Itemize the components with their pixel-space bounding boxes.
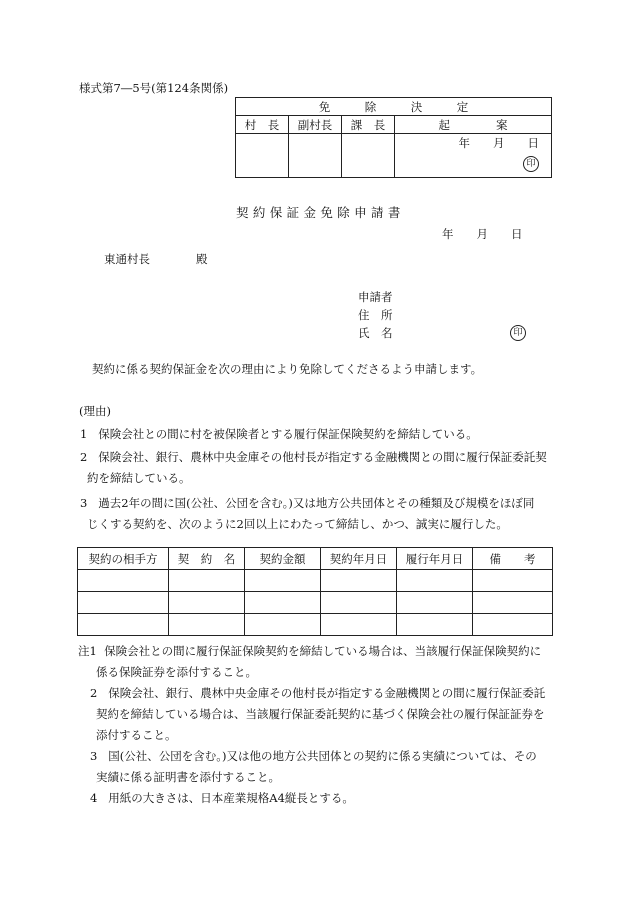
- table-row: [78, 592, 553, 614]
- approval-date: 年 月 日: [458, 136, 539, 150]
- applicant-name-label: 氏 名: [358, 326, 393, 340]
- note-4: 4 用紙の大きさは、日本産業規格A4縦長とする。: [90, 791, 354, 805]
- approval-cell-deputy: [289, 134, 342, 178]
- table-header-row: [78, 548, 553, 570]
- applicant-address-label: 住 所: [358, 308, 393, 322]
- note-2: 2 保険会社、銀行、農林中央金庫その他村長が指定する金融機関との間に履行保証委託 契約を締結している場合は、当該履行保証委託契約に基づく保険会社の履行保証証券を 添付すること。: [90, 686, 546, 742]
- note-3: 3 国(公社、公団を含む。)又は他の地方公共団体との契約に係る実績については、その 実績に係る証明書を添付すること。: [90, 749, 537, 784]
- header-performance-date: 履行年月日: [397, 548, 473, 570]
- header-contractor: 契約の相手方: [78, 548, 169, 570]
- approval-col-deputy: 副村長: [289, 116, 342, 134]
- application-date: 年 月 日: [442, 227, 523, 241]
- header-remarks: 備 考: [473, 548, 553, 570]
- table-row: [78, 570, 553, 592]
- approval-seal-icon: 印: [523, 156, 539, 172]
- header-amount: 契約金額: [245, 548, 321, 570]
- approval-col-draft: 起 案: [395, 116, 552, 134]
- reason-heading: (理由): [79, 404, 111, 418]
- reason-item-1: 1 保険会社との間に村を被保険者とする履行保証保険契約を締結している。: [80, 427, 478, 441]
- table-row: [78, 614, 553, 636]
- applicant-label: 申請者: [358, 290, 393, 304]
- note-1: 注1 保険会社との間に履行保証保険契約を締結している場合は、当該履行保証保険契約に 係る保険証券を添付すること。: [78, 644, 542, 679]
- honorific: 殿: [196, 252, 208, 266]
- form-number: 様式第7―5号(第124条関係): [79, 81, 229, 95]
- contract-table: [77, 547, 553, 636]
- reason-item-2: 2 保険会社、銀行、農林中央金庫その他村長が指定する金融機関との間に履行保証委託契 約を締結している。: [80, 450, 547, 485]
- notes: [78, 641, 545, 809]
- approval-cell-mayor: [236, 134, 289, 178]
- approval-col-mayor: 村 長: [236, 116, 289, 134]
- header-contract-date: 契約年月日: [321, 548, 397, 570]
- request-text: 契約に係る契約保証金を次の理由により免除してくださるよう申請します。: [92, 362, 483, 376]
- reason-item-3: 3 過去2年の間に国(公社、公団を含む。)又は地方公共団体とその種類及び規模をほぼ同 じくする契約を、次のように2回以上にわたって締結し、かつ、誠実に履行した。: [80, 496, 535, 531]
- document-title: 契約保証金免除申請書: [236, 205, 405, 220]
- approval-cell-chief: [342, 134, 395, 178]
- addressee: 東通村長: [104, 252, 150, 266]
- approval-col-chief: 課 長: [342, 116, 395, 134]
- header-contract-name: 契 約 名: [169, 548, 245, 570]
- approval-cell-draft: [395, 134, 552, 178]
- approval-header: 免 除 決 定: [236, 98, 552, 116]
- applicant-seal-icon: 印: [510, 325, 526, 341]
- approval-table: [235, 97, 552, 178]
